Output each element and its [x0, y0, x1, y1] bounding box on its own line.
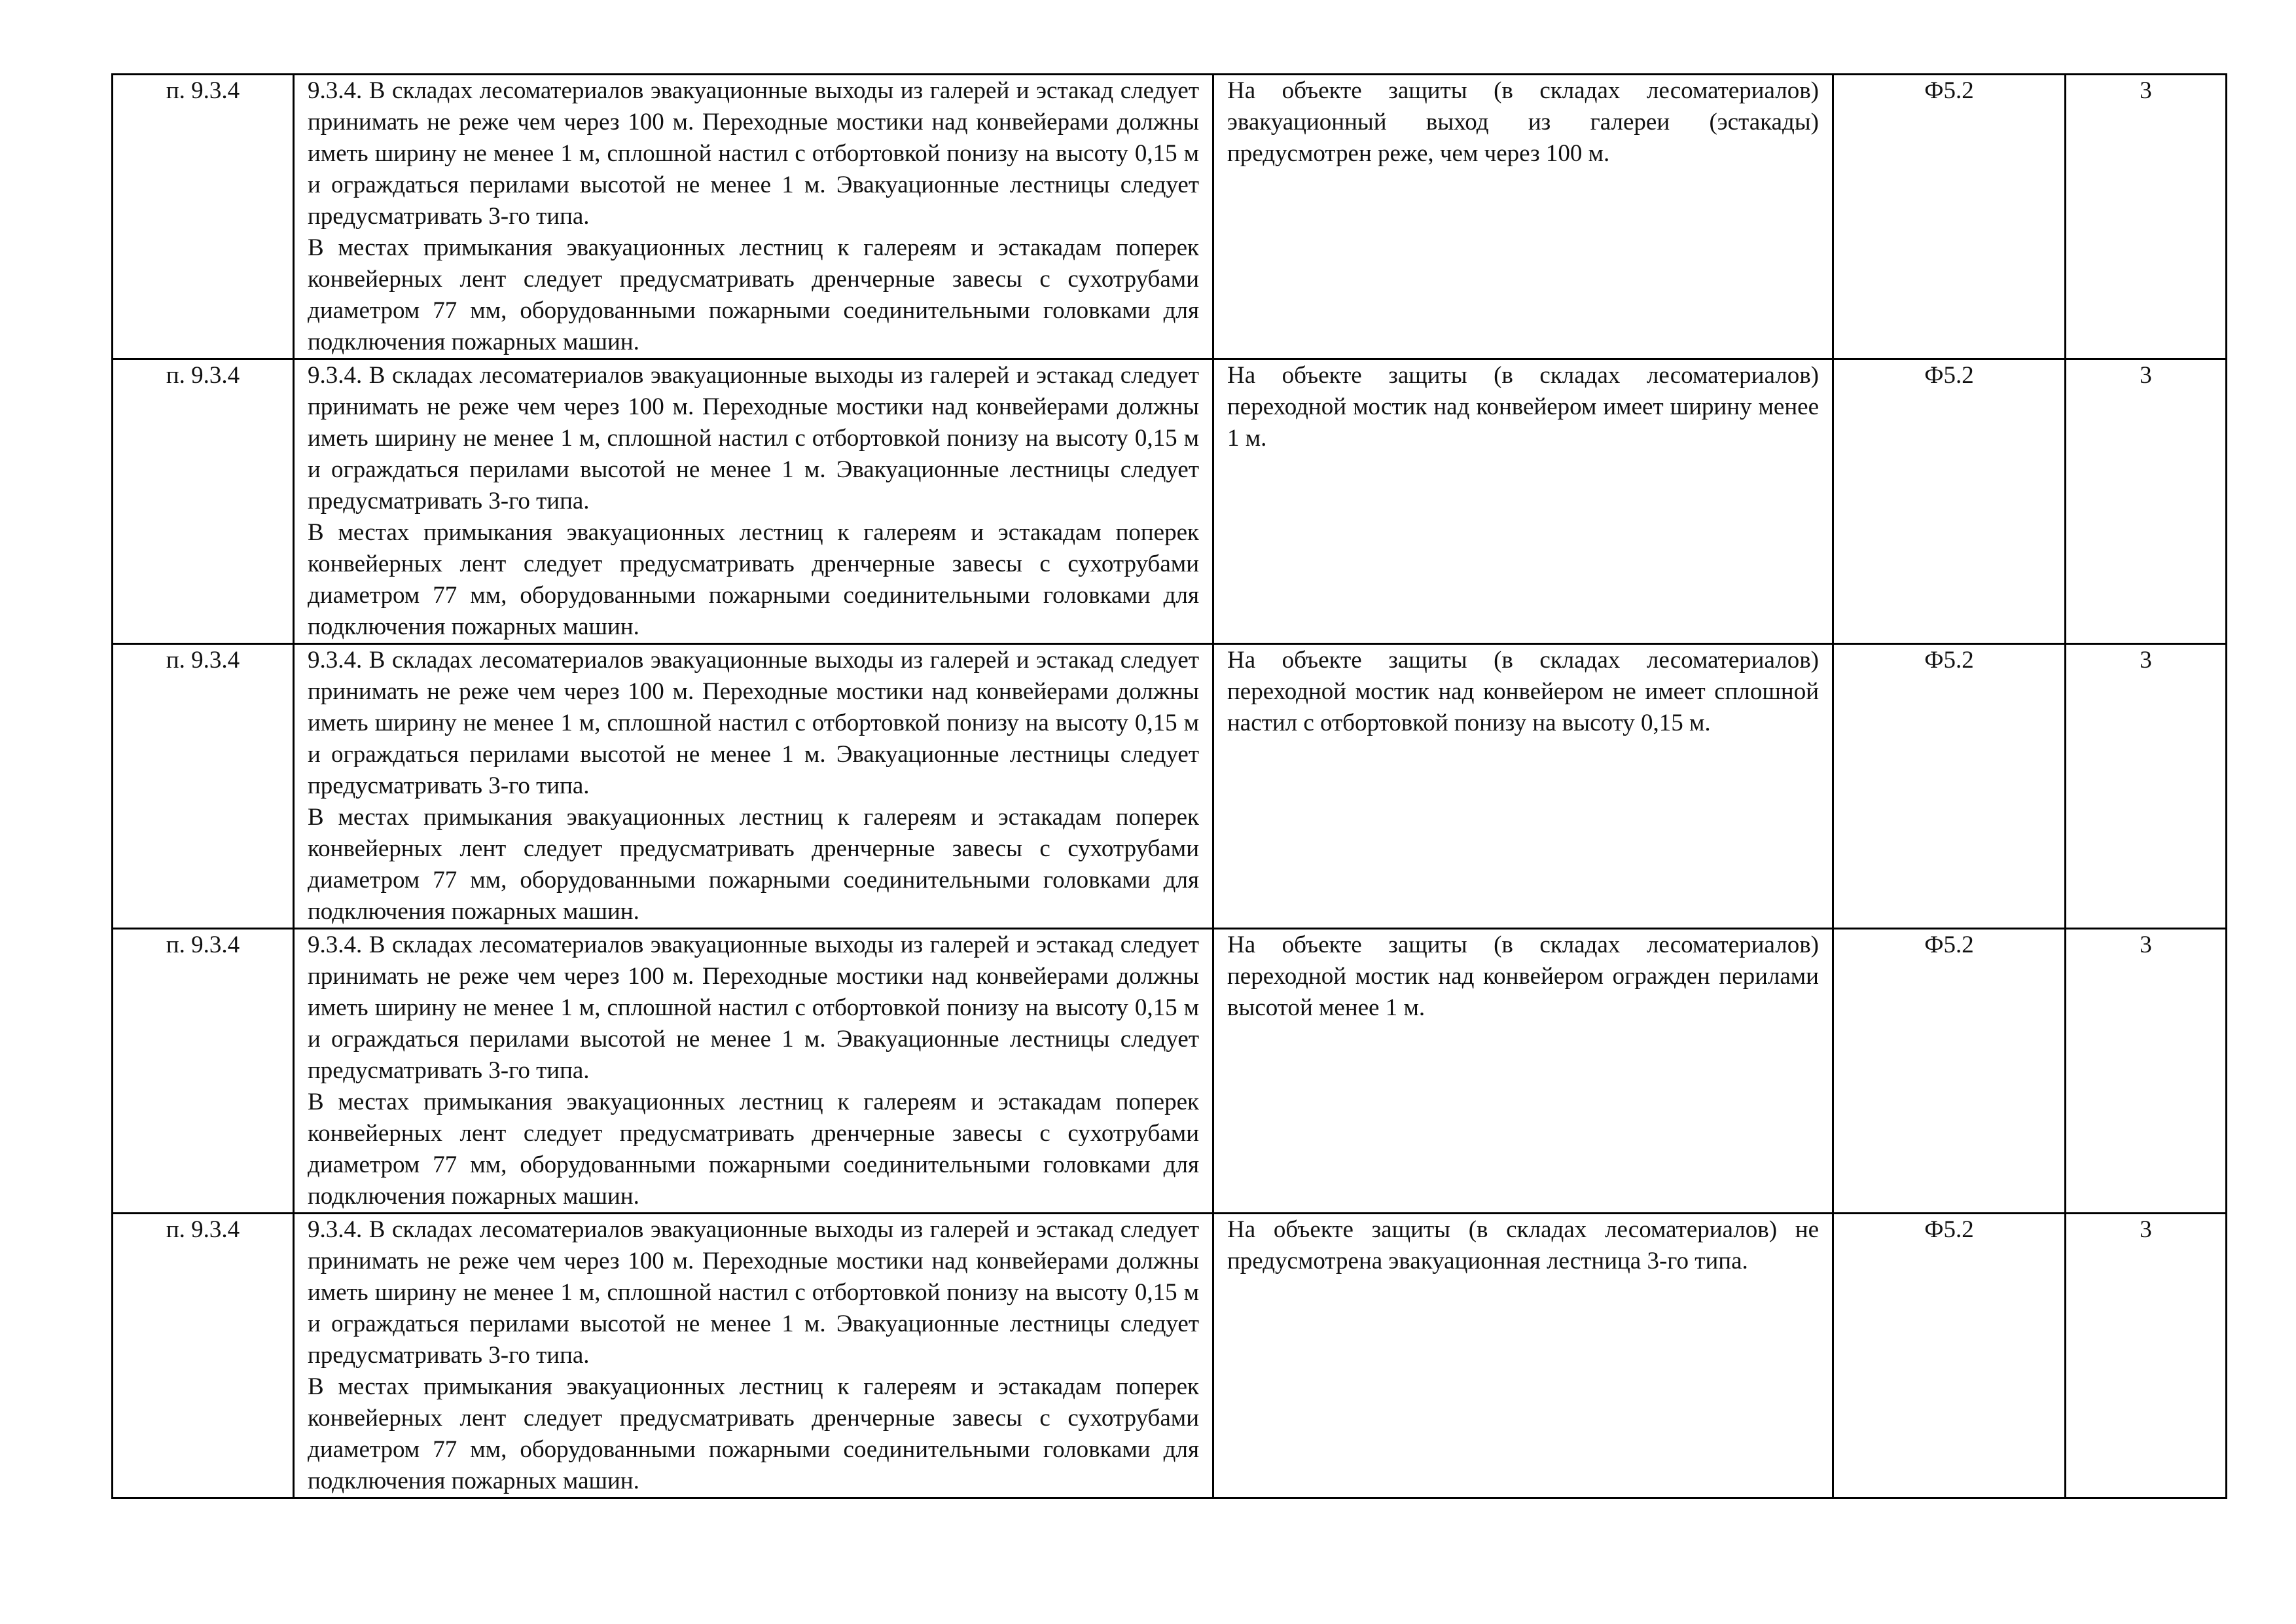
requirement-paragraph: 9.3.4. В складах лесоматериалов эвакуационные выходы из галерей и эстакад следует принимать не реже чем через 100 м. Переходные мостики над конвейерами должны иметь ширину не менее 1 м, сплошной настил с отбортовкой понизу на высоту 0,15 м и ограждаться перилами высотой не менее 1 м. Эвакуационные лестницы следует предусматривать 3-го типа.: [308, 77, 1199, 230]
violation-cell: На объекте защиты (в складах лесоматериалов) эвакуационный выход из галереи (эстакады) предусмотрен реже, чем через 100 м.: [1213, 75, 1833, 359]
requirement-paragraph: В местах примыкания эвакуационных лестниц к галереям и эстакадам поперек конвейерных лент следует предусматривать дренчерные завесы с сухотрубами диаметром 77 мм, оборудованными пожарными соединительными головками для подключения пожарных машин.: [308, 234, 1199, 355]
requirement-paragraph: В местах примыкания эвакуационных лестниц к галереям и эстакадам поперек конвейерных лент следует предусматривать дренчерные завесы с сухотрубами диаметром 77 мм, оборудованными пожарными соединительными головками для подключения пожарных машин.: [308, 1089, 1199, 1210]
point-cell: п. 9.3.4: [113, 929, 294, 1214]
requirement-paragraph: 9.3.4. В складах лесоматериалов эвакуационные выходы из галерей и эстакад следует принимать не реже чем через 100 м. Переходные мостики над конвейерами должны иметь ширину не менее 1 м, сплошной настил с отбортовкой понизу на высоту 0,15 м и ограждаться перилами высотой не менее 1 м. Эвакуационные лестницы следует предусматривать 3-го типа.: [308, 1216, 1199, 1369]
violation-cell: На объекте защиты (в складах лесоматериалов) переходной мостик над конвейером огражден перилами высотой менее 1 м.: [1213, 929, 1833, 1214]
point-cell: п. 9.3.4: [113, 1214, 294, 1498]
score-cell: 3: [2066, 929, 2227, 1214]
violation-cell: На объекте защиты (в складах лесоматериалов) переходной мостик над конвейером имеет ширину менее 1 м.: [1213, 359, 1833, 644]
score-cell: 3: [2066, 644, 2227, 929]
requirement-cell: [294, 75, 1213, 359]
score-cell: 3: [2066, 1214, 2227, 1498]
requirement-paragraph: В местах примыкания эвакуационных лестниц к галереям и эстакадам поперек конвейерных лент следует предусматривать дренчерные завесы с сухотрубами диаметром 77 мм, оборудованными пожарными соединительными головками для подключения пожарных машин.: [308, 1373, 1199, 1494]
class-cell: Ф5.2: [1833, 75, 2066, 359]
requirement-paragraph: 9.3.4. В складах лесоматериалов эвакуационные выходы из галерей и эстакад следует принимать не реже чем через 100 м. Переходные мостики над конвейерами должны иметь ширину не менее 1 м, сплошной настил с отбортовкой понизу на высоту 0,15 м и ограждаться перилами высотой не менее 1 м. Эвакуационные лестницы следует предусматривать 3-го типа.: [308, 647, 1199, 799]
class-cell: Ф5.2: [1833, 1214, 2066, 1498]
requirement-paragraph: В местах примыкания эвакуационных лестниц к галереям и эстакадам поперек конвейерных лент следует предусматривать дренчерные завесы с сухотрубами диаметром 77 мм, оборудованными пожарными соединительными головками для подключения пожарных машин.: [308, 804, 1199, 925]
requirements-table: [111, 73, 2227, 1499]
requirement-cell: [294, 644, 1213, 929]
table-row: [113, 359, 2227, 644]
requirement-paragraph: 9.3.4. В складах лесоматериалов эвакуационные выходы из галерей и эстакад следует принимать не реже чем через 100 м. Переходные мостики над конвейерами должны иметь ширину не менее 1 м, сплошной настил с отбортовкой понизу на высоту 0,15 м и ограждаться перилами высотой не менее 1 м. Эвакуационные лестницы следует предусматривать 3-го типа.: [308, 931, 1199, 1084]
table-row: [113, 929, 2227, 1214]
requirement-paragraph: В местах примыкания эвакуационных лестниц к галереям и эстакадам поперек конвейерных лент следует предусматривать дренчерные завесы с сухотрубами диаметром 77 мм, оборудованными пожарными соединительными головками для подключения пожарных машин.: [308, 519, 1199, 640]
table-row: [113, 1214, 2227, 1498]
score-cell: 3: [2066, 359, 2227, 644]
requirement-cell: [294, 359, 1213, 644]
point-cell: п. 9.3.4: [113, 644, 294, 929]
point-cell: п. 9.3.4: [113, 359, 294, 644]
requirement-cell: [294, 929, 1213, 1214]
table-row: [113, 75, 2227, 359]
requirement-cell: [294, 1214, 1213, 1498]
table-row: [113, 644, 2227, 929]
point-cell: п. 9.3.4: [113, 75, 294, 359]
violation-cell: На объекте защиты (в складах лесоматериалов) переходной мостик над конвейером не имеет сплошной настил с отбортовкой понизу на высоту 0,15 м.: [1213, 644, 1833, 929]
class-cell: Ф5.2: [1833, 359, 2066, 644]
violation-cell: На объекте защиты (в складах лесоматериалов) не предусмотрена эвакуационная лестница 3-го типа.: [1213, 1214, 1833, 1498]
requirement-paragraph: 9.3.4. В складах лесоматериалов эвакуационные выходы из галерей и эстакад следует принимать не реже чем через 100 м. Переходные мостики над конвейерами должны иметь ширину не менее 1 м, сплошной настил с отбортовкой понизу на высоту 0,15 м и ограждаться перилами высотой не менее 1 м. Эвакуационные лестницы следует предусматривать 3-го типа.: [308, 362, 1199, 514]
class-cell: Ф5.2: [1833, 929, 2066, 1214]
class-cell: Ф5.2: [1833, 644, 2066, 929]
score-cell: 3: [2066, 75, 2227, 359]
